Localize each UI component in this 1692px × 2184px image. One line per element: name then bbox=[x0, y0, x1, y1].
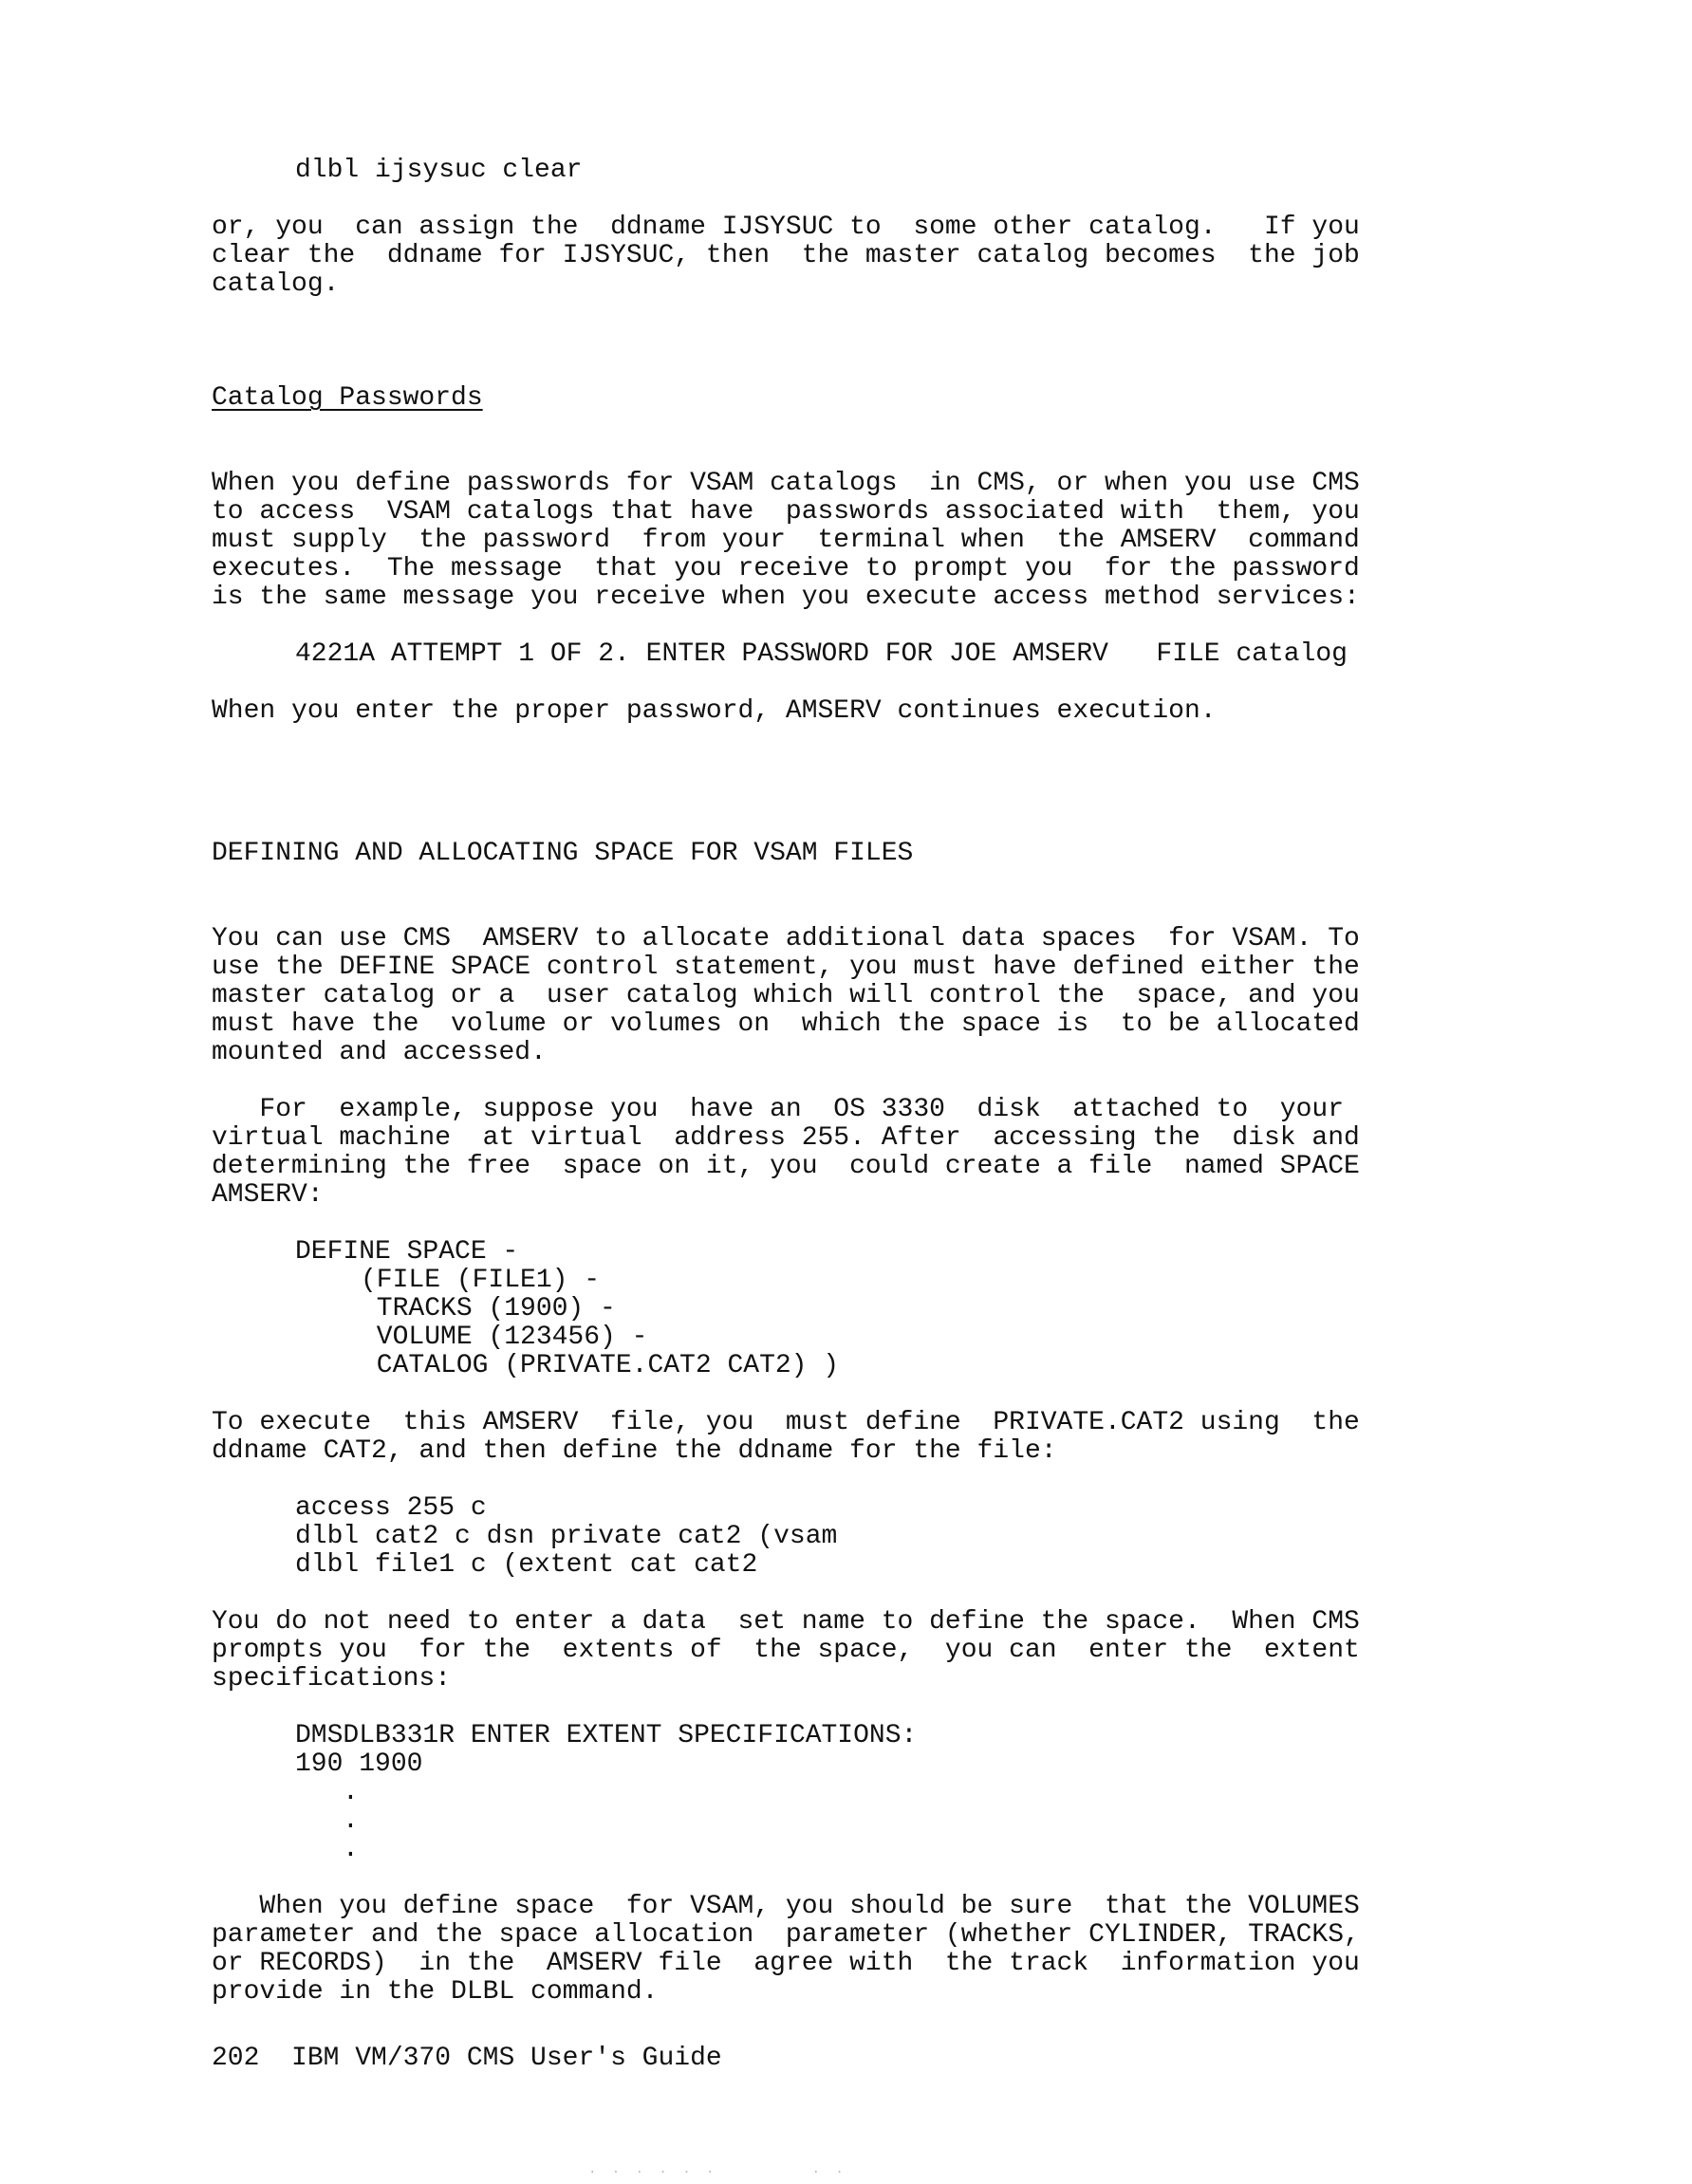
text-line: specifications: bbox=[212, 1664, 452, 1694]
text-line: executes. The message that you receive to prompt you for the password bbox=[212, 554, 1360, 583]
text-line: virtual machine at virtual address 255. After accessing the disk and bbox=[212, 1123, 1360, 1153]
code-line: DEFINE SPACE - bbox=[295, 1237, 519, 1267]
text-line: is the same message you receive when you execute access method services: bbox=[212, 583, 1360, 612]
code-line: access 255 c bbox=[295, 1493, 487, 1523]
defining-paragraph-1 bbox=[212, 925, 1483, 1067]
password-followup-text: When you enter the proper password, AMSERV continues execution. bbox=[212, 696, 1217, 726]
intro-paragraph bbox=[212, 213, 1483, 299]
text-line: parameter and the space allocation parameter (whether CYLINDER, TRACKS, bbox=[212, 1920, 1360, 1950]
text-line: or, you can assign the ddname IJSYSUC to some other catalog. If you bbox=[212, 213, 1360, 242]
text-line: You do not need to enter a data set name to define the space. When CMS bbox=[212, 1607, 1360, 1637]
text-line: To execute this AMSERV file, you must define PRIVATE.CAT2 using the bbox=[212, 1408, 1360, 1437]
ellipsis-dot: . bbox=[343, 1806, 359, 1836]
text-line: to access VSAM catalogs that have passwords associated with them, you bbox=[212, 497, 1360, 527]
defining-paragraph-4 bbox=[212, 1608, 1483, 1694]
text-line: or RECORDS) in the AMSERV file agree with the track information you bbox=[212, 1949, 1360, 1978]
code-line: (FILE (FILE1) - bbox=[361, 1266, 601, 1295]
text-line: determining the free space on it, you could create a file named SPACE bbox=[212, 1152, 1360, 1181]
catalog-passwords-paragraph bbox=[212, 470, 1483, 612]
code-line: CATALOG (PRIVATE.CAT2 CAT2) ) bbox=[361, 1351, 840, 1380]
code-line: DMSDLB331R ENTER EXTENT SPECIFICATIONS: bbox=[295, 1721, 918, 1750]
text-line: For example, suppose you have an OS 3330 disk attached to your bbox=[212, 1095, 1344, 1124]
text-line: mounted and accessed. bbox=[212, 1038, 547, 1067]
defining-paragraph-5 bbox=[212, 1893, 1483, 2007]
code-line: VOLUME (123456) - bbox=[361, 1323, 648, 1352]
cms-commands-block bbox=[212, 1494, 1483, 1580]
code-line: dlbl file1 c (extent cat cat2 bbox=[295, 1550, 758, 1580]
text-line: You can use CMS AMSERV to allocate additional data spaces for VSAM. To bbox=[212, 924, 1360, 953]
defining-paragraph-3 bbox=[212, 1409, 1483, 1466]
text-line: When you define passwords for VSAM catalogs in CMS, or when you use CMS bbox=[212, 469, 1360, 498]
text-line: clear the ddname for IJSYSUC, then the master catalog becomes the job bbox=[212, 241, 1360, 270]
ellipsis-dot: . bbox=[343, 1835, 359, 1864]
text-line: When you define space for VSAM, you should be sure that the VOLUMES bbox=[212, 1892, 1360, 1921]
code-line: TRACKS (1900) - bbox=[361, 1294, 616, 1323]
password-prompt-message: 4221A ATTEMPT 1 OF 2. ENTER PASSWORD FOR JOE AMSERV FILE catalog bbox=[295, 639, 1348, 669]
define-space-code-block bbox=[212, 1238, 1483, 1380]
ellipsis-dot: . bbox=[343, 1778, 359, 1807]
heading-defining-space: DEFINING AND ALLOCATING SPACE FOR VSAM FILES bbox=[212, 839, 914, 868]
text-line: AMSERV: bbox=[212, 1180, 324, 1210]
heading-catalog-passwords: Catalog Passwords bbox=[212, 383, 483, 413]
text-line: use the DEFINE SPACE control statement, you must have defined either the bbox=[212, 953, 1360, 982]
extent-prompt-block bbox=[212, 1722, 1483, 1864]
code-line: 190 1900 bbox=[295, 1749, 423, 1779]
defining-paragraph-2 bbox=[212, 1096, 1483, 1210]
code-line: dlbl cat2 c dsn private cat2 (vsam bbox=[295, 1522, 838, 1551]
text-line: provide in the DLBL command. bbox=[212, 1977, 659, 2007]
text-line: ddname CAT2, and then define the ddname for the file: bbox=[212, 1436, 1057, 1466]
page-footer: 202 IBM VM/370 CMS User's Guide bbox=[212, 2044, 722, 2073]
text-line: must supply the password from your terminal when the AMSERV command bbox=[212, 526, 1360, 555]
text-line: prompts you for the extents of the space, you can enter the extent bbox=[212, 1636, 1360, 1665]
document-page bbox=[212, 157, 1483, 2007]
command-line-clear: dlbl ijsysuc clear bbox=[295, 156, 583, 185]
text-line: catalog. bbox=[212, 269, 340, 299]
text-line: must have the volume or volumes on which the space is to be allocated bbox=[212, 1009, 1360, 1039]
scan-artifact-dots: . . . . . . . . bbox=[588, 2162, 847, 2177]
text-line: master catalog or a user catalog which will control the space, and you bbox=[212, 981, 1360, 1010]
